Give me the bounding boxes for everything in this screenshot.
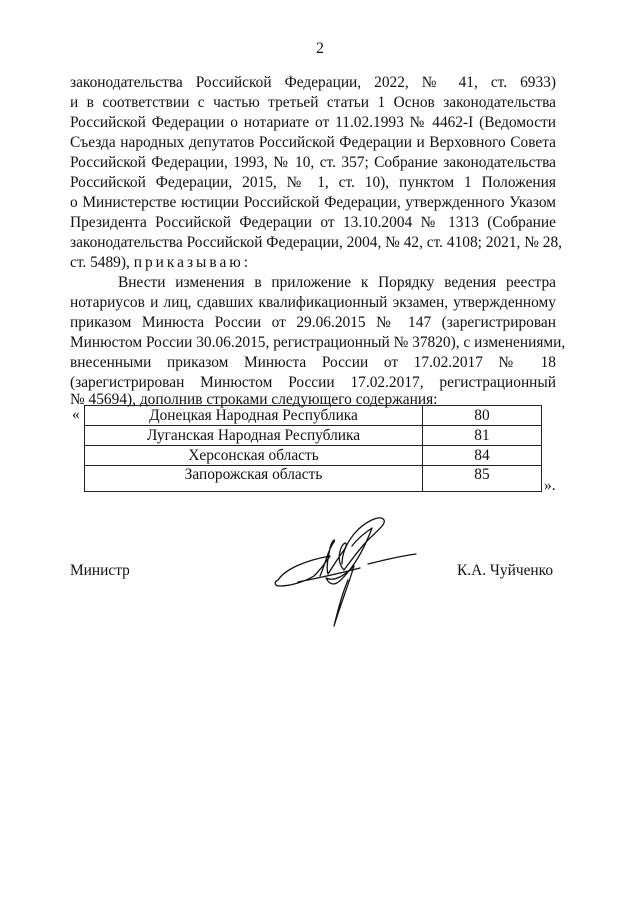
text-line: нотариусов и лиц, сдавших квалификационный экзамен, утвержденному: [70, 294, 556, 311]
signature-underline: [368, 554, 416, 564]
text-line: приказом Минюста России от 29.06.2015 № 147 (зарегистрирован: [70, 314, 556, 331]
text-line: и в соответствии с частью третьей статьи 1 Основ законодательства: [70, 94, 556, 111]
region-name: Луганская Народная Республика: [85, 426, 423, 446]
regions-table: [84, 405, 542, 492]
text-line: Российской Федерации, 2015, № 1, ст. 10), пунктом 1 Положения: [70, 174, 556, 191]
open-quote: «: [72, 406, 80, 423]
region-name: Запорожская область: [85, 466, 423, 492]
text-line: Съезда народных депутатов Российской Федерации и Верховного Совета: [70, 134, 556, 151]
page-number: 2: [316, 40, 324, 57]
text-line: Российской Федерации, 1993, № 10, ст. 357; Собрание законодательства: [70, 154, 556, 171]
text-line: № 45694), дополнив строками следующего содержания:: [70, 391, 438, 408]
order-keyword: приказываю:: [133, 254, 252, 271]
text-line: законодательства Российской Федерации, 2004, № 42, ст. 4108; 2021, № 28,: [70, 234, 563, 251]
close-quote: ».: [544, 477, 556, 494]
text-line: Президента Российской Федерации от 13.10.2004 № 1313 (Собрание: [70, 214, 556, 231]
signer-position: Министр: [70, 562, 130, 579]
region-code: 81: [423, 426, 542, 446]
text-line: Минюстом России 30.06.2015, регистрационный № 37820), с изменениями,: [70, 334, 566, 351]
signer-name: К.А. Чуйченко: [457, 562, 554, 579]
table-row: [85, 446, 542, 466]
order-prefix: ст. 5489),: [70, 254, 130, 271]
text-line: (зарегистрирован Минюстом России 17.02.2017, регистрационный: [70, 374, 556, 391]
table-row: [85, 466, 542, 492]
text-line: внесенными приказом Минюста России от 17.02.2017 № 18: [70, 354, 556, 371]
region-code: 84: [423, 446, 542, 466]
table-row: [85, 406, 542, 426]
region-code: 80: [423, 406, 542, 426]
table-row: [85, 426, 542, 446]
region-name: Донецкая Народная Республика: [85, 406, 423, 426]
region-code: 85: [423, 466, 542, 492]
text-line: законодательства Российской Федерации, 2022, № 41, ст. 6933): [70, 74, 556, 91]
handwritten-signature: [268, 510, 420, 632]
text-line: Внести изменения в приложение к Порядку ведения реестра: [118, 274, 556, 291]
text-line: о Министерстве юстиции Российской Федерации, утвержденного Указом: [70, 194, 556, 211]
text-line: Российской Федерации о нотариате от 11.02.1993 № 4462-I (Ведомости: [70, 114, 556, 131]
order-line: [70, 253, 556, 273]
region-name: Херсонская область: [85, 446, 423, 466]
